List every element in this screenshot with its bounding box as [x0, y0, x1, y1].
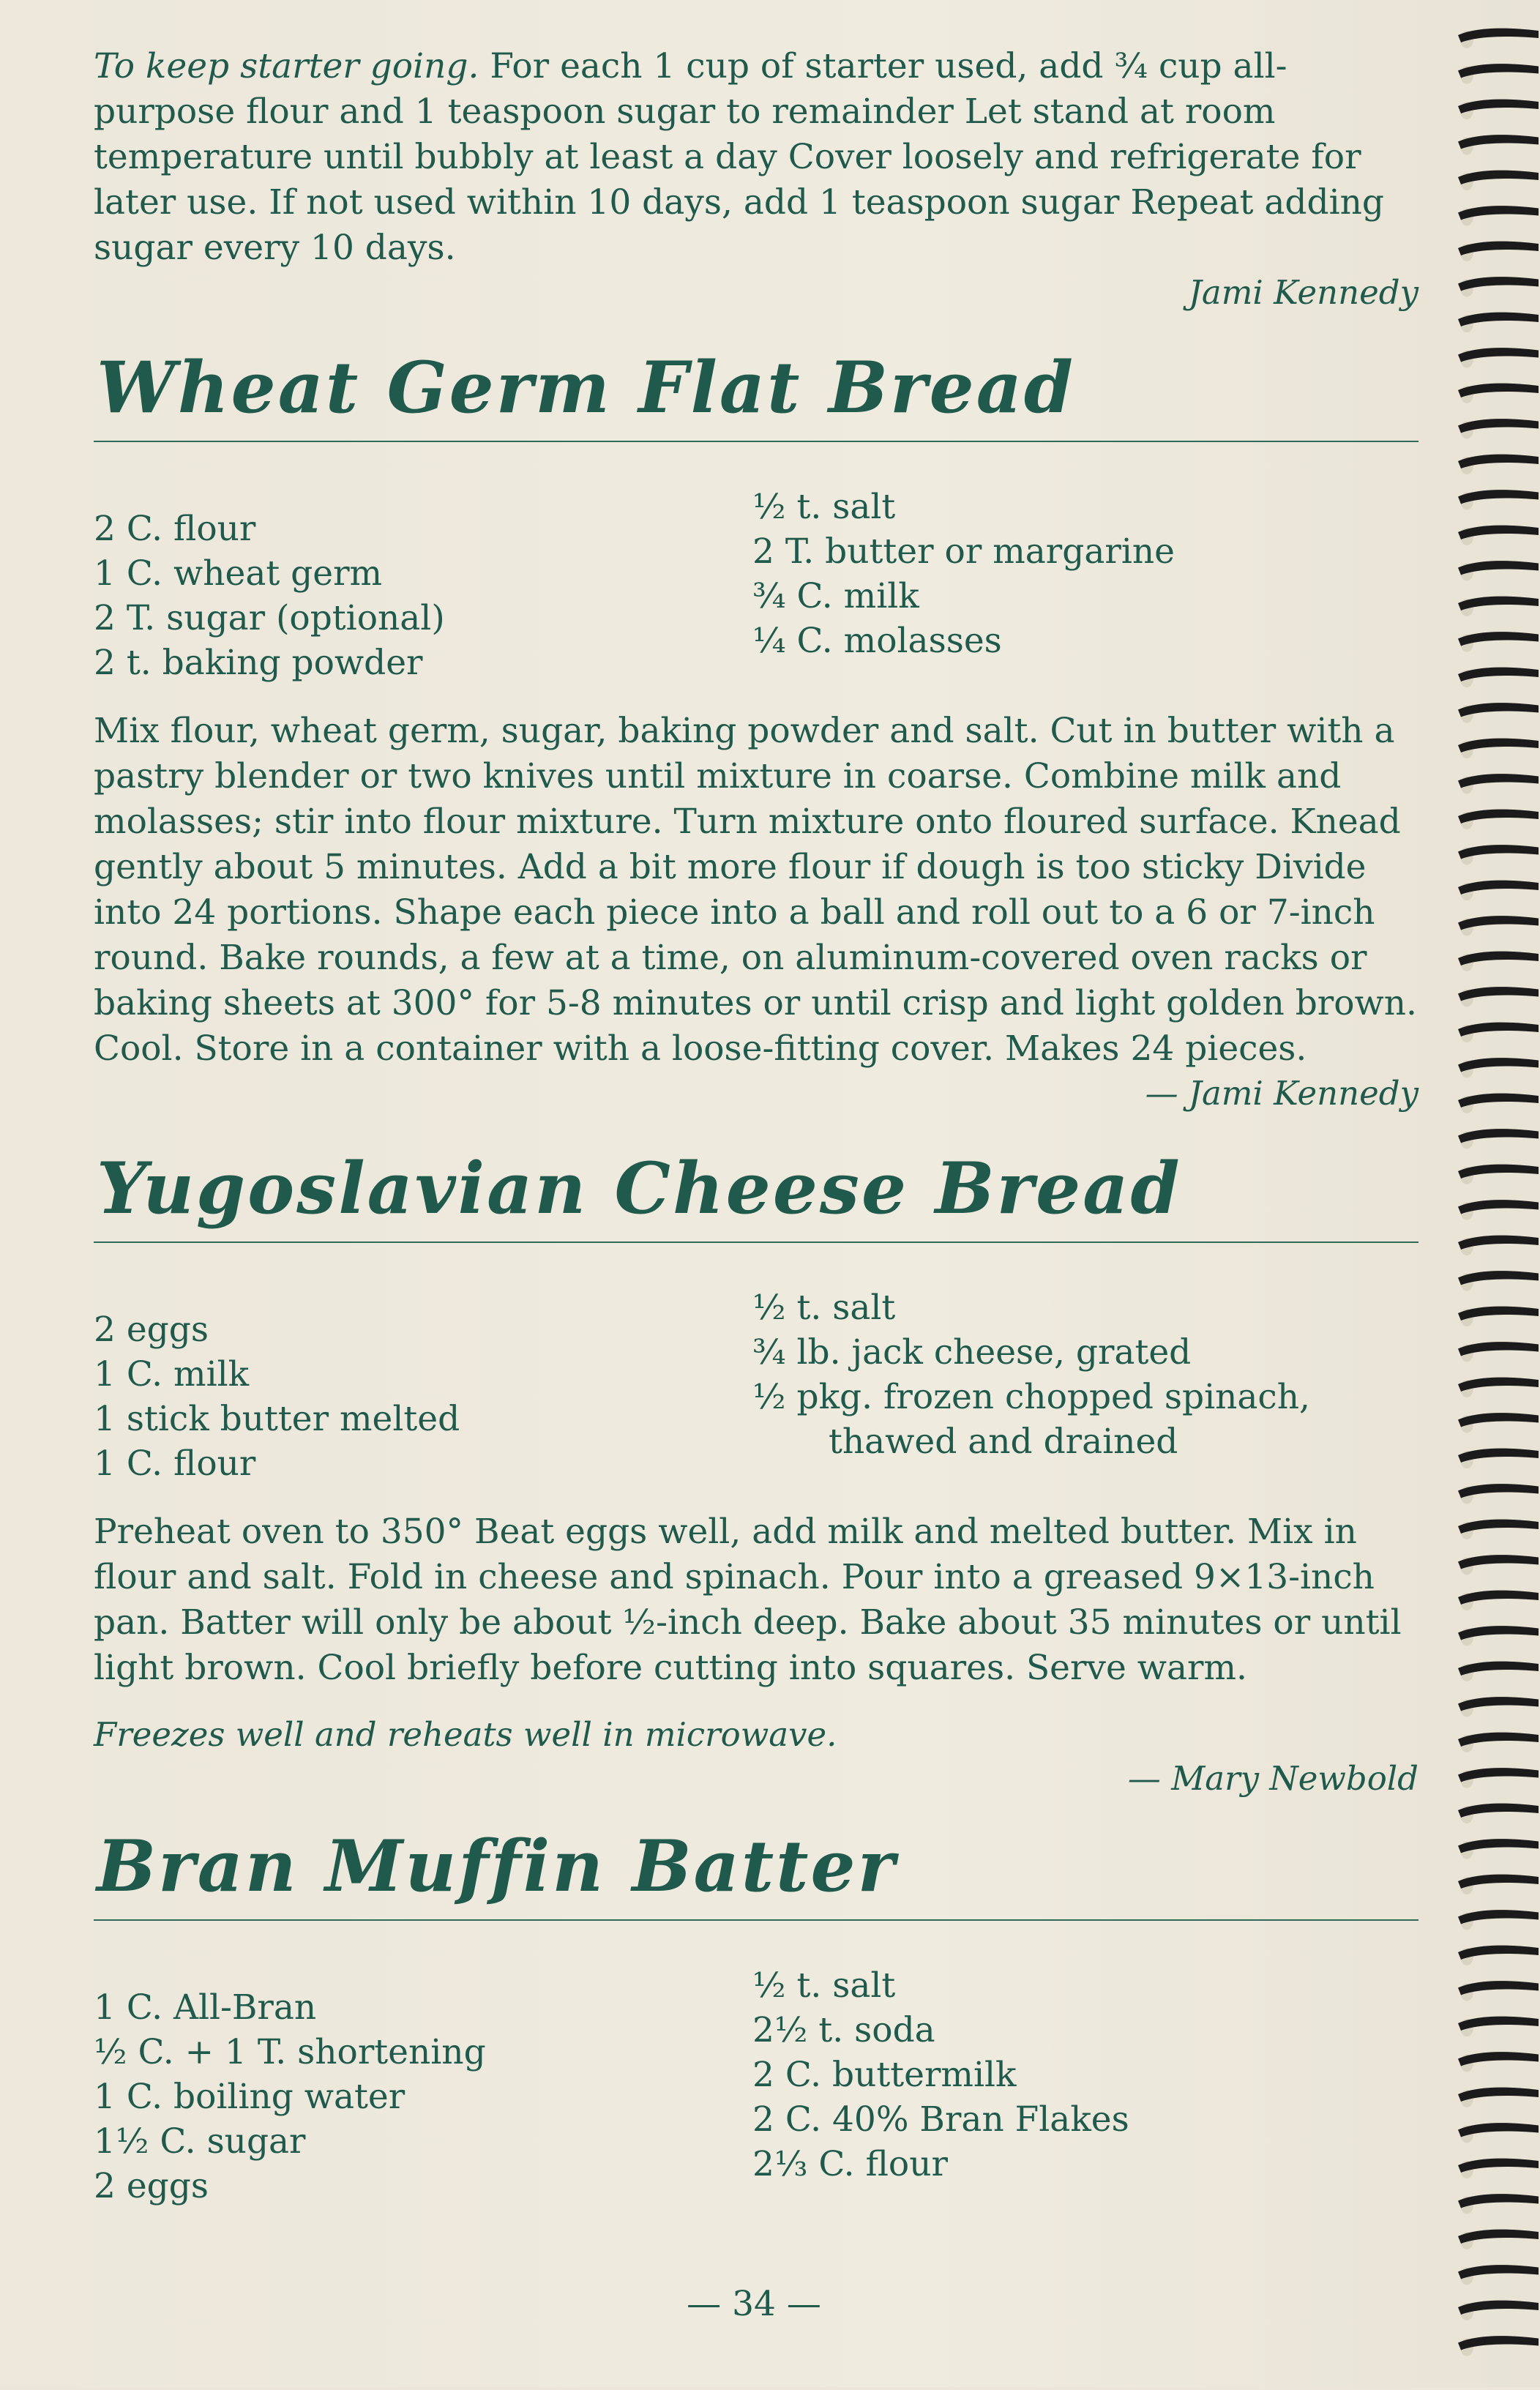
- ingredient-item: ½ t. salt: [752, 1288, 896, 1328]
- ingredient-item: ½ t. salt: [752, 1965, 896, 2006]
- ingredient-item: 1 C. All-Bran: [94, 1987, 317, 2028]
- ingredients-right-column: [752, 1963, 1418, 2187]
- ingredient-item: ¼ C. molasses: [752, 621, 1002, 661]
- page-number: — 34 —: [687, 2284, 821, 2324]
- title-divider: [94, 441, 1418, 442]
- ingredient-item: ¾ C. milk: [752, 576, 919, 616]
- ingredients-right-column: [752, 1285, 1418, 1464]
- ingredient-list: [94, 485, 1418, 683]
- recipe-note: Freezes well and reheats well in microwave.: [94, 1715, 837, 1754]
- ingredient-item: 2 eggs: [94, 2166, 209, 2206]
- recipe-title: Wheat Germ Flat Bread: [97, 346, 1076, 429]
- ingredient-item: 1 C. milk: [94, 1354, 250, 1394]
- starter-attribution: Jami Kennedy: [1188, 273, 1418, 312]
- recipe-title: Yugoslavian Cheese Bread: [97, 1147, 1182, 1230]
- ingredient-item: ½ pkg. frozen chopped spinach,: [752, 1377, 1310, 1417]
- page-content: [94, 44, 1418, 2232]
- recipe-wheat-germ-flat-bread: [94, 344, 1418, 1116]
- ingredient-item: ½ t. salt: [752, 487, 896, 527]
- spiral-binding: [1452, 0, 1540, 2387]
- ingredient-item-continued: thawed and drained: [829, 1422, 1178, 1462]
- ingredient-item: ½ C. + 1 T. shortening: [94, 2032, 486, 2072]
- ingredients-right-column: [752, 485, 1418, 663]
- recipe-instructions: Preheat oven to 350° Beat eggs well, add milk and melted butter. Mix in flour and salt. Fold in cheese and spinach. Pour into a greased 9×13-inch pan. Batter will only be about ½-inch deep. Bake about 35 minutes or until light brown. Cool briefly before cutting into squares. Serve warm.: [94, 1512, 1402, 1688]
- recipe-yugoslavian-cheese-bread: [94, 1145, 1418, 1801]
- starter-lead: To keep starter going.: [94, 46, 479, 86]
- recipe-title: Bran Muffin Batter: [97, 1825, 897, 1908]
- ingredient-item: 1 C. wheat germ: [94, 553, 383, 594]
- ingredient-item: 2 T. butter or margarine: [752, 531, 1175, 572]
- ingredient-item: 2 C. 40% Bran Flakes: [752, 2099, 1129, 2140]
- ingredient-item: 2½ t. soda: [752, 2010, 935, 2050]
- recipe-bran-muffin-batter: [94, 1823, 1418, 2206]
- ingredient-item: 2 C. buttermilk: [752, 2055, 1017, 2095]
- ingredient-item: 2 C. flour: [94, 509, 256, 549]
- ingredient-list: [94, 1963, 1418, 2206]
- ingredient-item: 2 t. baking powder: [94, 643, 423, 683]
- ingredient-item: 2 eggs: [94, 1310, 209, 1350]
- ingredient-item: 1 stick butter melted: [94, 1399, 460, 1439]
- ingredients-left-column: [94, 1963, 752, 2206]
- ingredients-left-column: [94, 485, 752, 683]
- ingredient-item: 2 T. sugar (optional): [94, 598, 445, 638]
- title-divider: [94, 1919, 1418, 1921]
- ingredient-item: 1 C. boiling water: [94, 2077, 405, 2117]
- recipe-attribution: — Jami Kennedy: [1145, 1074, 1418, 1113]
- recipe-attribution: — Mary Newbold: [1127, 1759, 1418, 1798]
- ingredient-list: [94, 1285, 1418, 1484]
- ingredient-item: ¾ lb. jack cheese, grated: [752, 1332, 1192, 1373]
- ingredient-item: 2⅓ C. flour: [752, 2144, 948, 2184]
- title-divider: [94, 1241, 1418, 1243]
- ingredients-left-column: [94, 1285, 752, 1484]
- starter-paragraph: [94, 44, 1418, 271]
- recipe-instructions: Mix flour, wheat germ, sugar, baking powder and salt. Cut in butter with a pastry blender or two knives until mixture in coarse. Combine milk and molasses; stir into flour mixture. Turn mixture onto floured surface. Knead gently about 5 minutes. Add a bit more flour if dough is too sticky Divide into 24 portions. Shape each piece into a ball and roll out to a 6 or 7-inch round. Bake rounds, a few at a time, on aluminum-covered oven racks or baking sheets at 300° for 5-8 minutes or until crisp and light golden brown. Cool. Store in a container with a loose-fitting cover. Makes 24 pieces.: [94, 711, 1417, 1069]
- spiral-coil-icon: [1452, 0, 1540, 2387]
- ingredient-item: 1½ C. sugar: [94, 2121, 306, 2162]
- ingredient-item: 1 C. flour: [94, 1444, 256, 1484]
- starter-body: For each 1 cup of starter used, add ¾ cup all-purpose flour and 1 teaspoon sugar to remainder Let stand at room temperature until bubbly at least a day Cover loosely and refrigerate for later use. If not used within 10 days, add 1 teaspoon sugar Repeat adding sugar every 10 days.: [94, 46, 1384, 268]
